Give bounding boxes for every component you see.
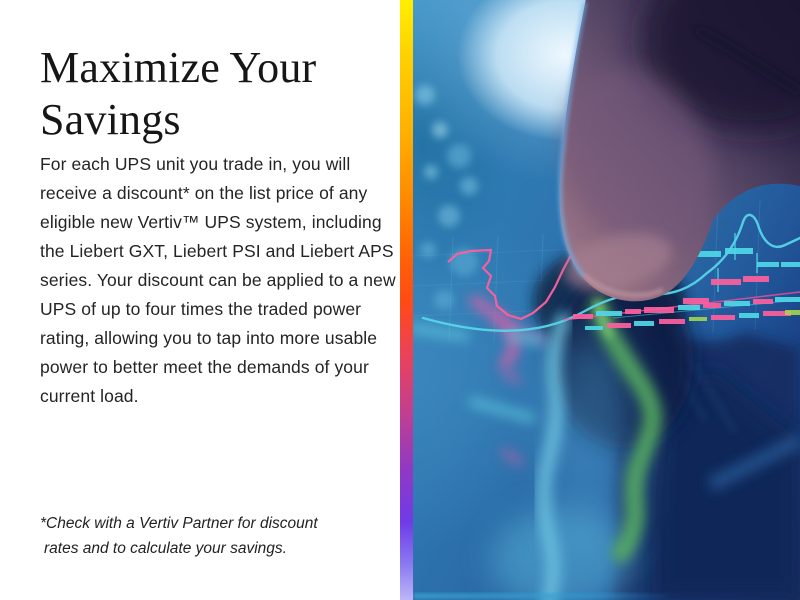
finger bbox=[534, 0, 800, 301]
page-title-line1: Maximize Your bbox=[40, 43, 317, 92]
footnote bbox=[40, 511, 360, 561]
trading-screen-photo bbox=[413, 0, 800, 600]
body-paragraph: For each UPS unit you trade in, you will receive a discount* on the list price of any eligible new Vertiv™ UPS system, including the Liebert GXT, Liebert PSI and Liebert APS series. Your discount can be applied to a new UPS of up to four times the traded power rating, allowing you to tap into more usable power to better meet the demands of your current load. bbox=[40, 154, 396, 406]
page-title-line2: Savings bbox=[40, 95, 181, 144]
photo-artwork bbox=[413, 0, 800, 600]
footnote-line2: rates and to calculate your savings. bbox=[44, 540, 287, 557]
reflection-streaks bbox=[413, 301, 653, 600]
gradient-accent-stripe bbox=[400, 0, 413, 600]
page-title bbox=[40, 42, 316, 146]
footnote-line1: *Check with a Vertiv Partner for discount bbox=[40, 515, 318, 532]
screen-edge-highlight bbox=[413, 594, 673, 598]
bokeh-blobs bbox=[415, 85, 478, 310]
